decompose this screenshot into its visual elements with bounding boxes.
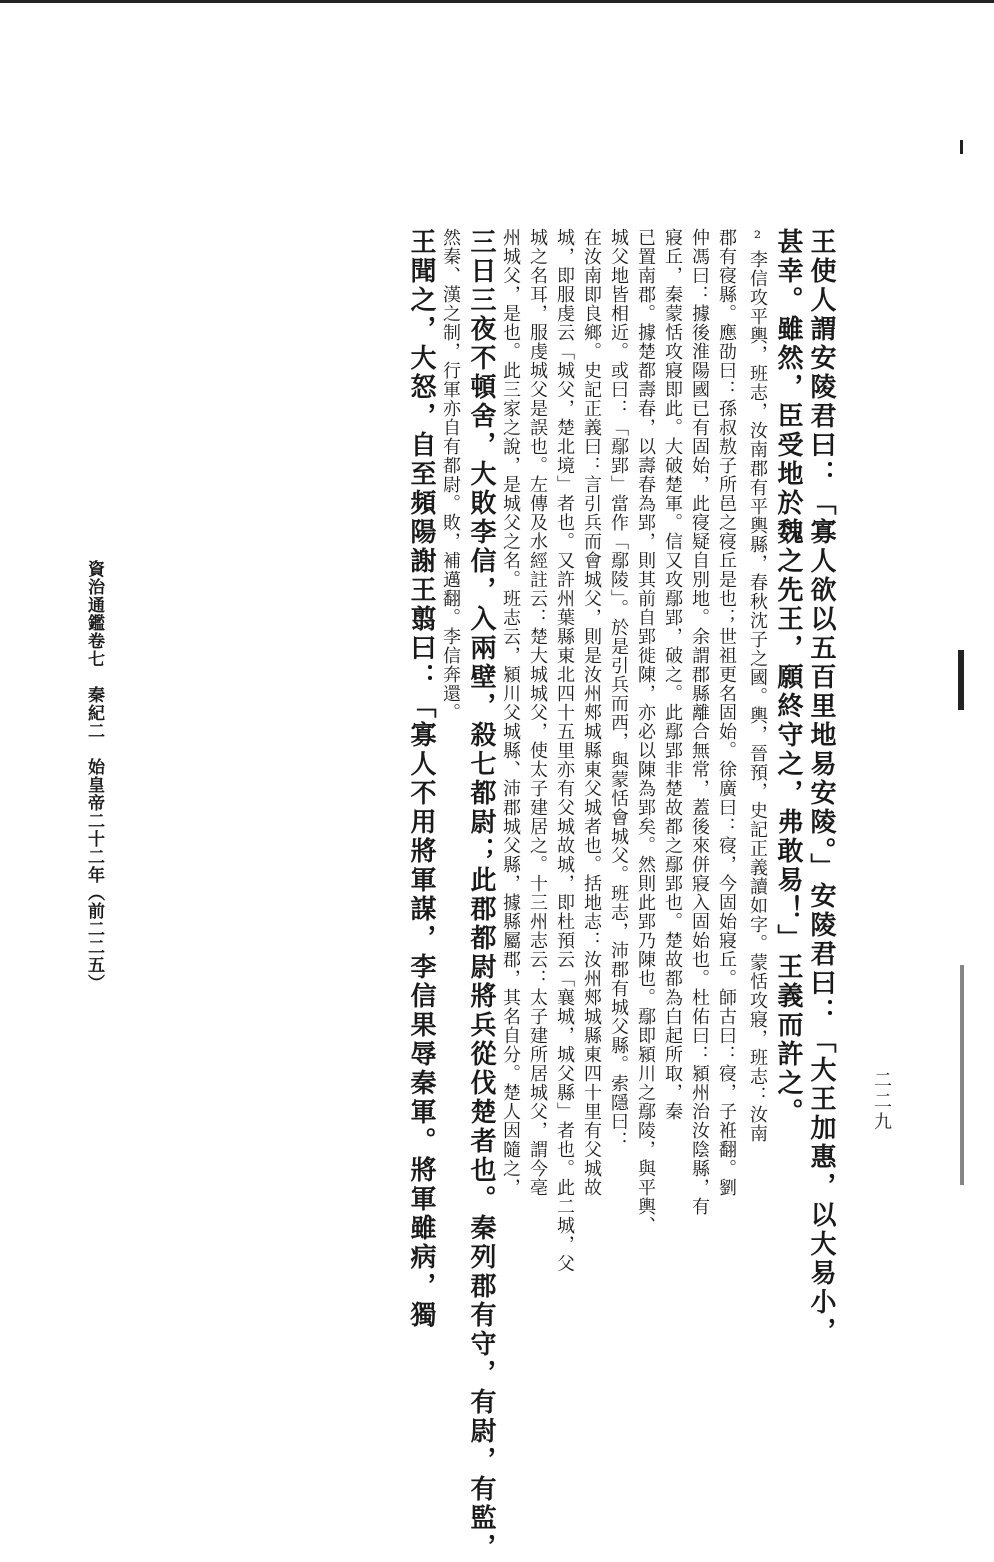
page-number: 二二九 (871, 1070, 892, 1133)
top-border-line (0, 0, 994, 3)
text-column-5: 仲馮曰：據後淮陽國已有固始，此寑疑自別地。余謂郡縣離合無常，蓋後來併寢入固始也。杜佑曰：潁州治汝陰縣，有 (689, 228, 710, 1216)
text-column-13: 三日三夜不頓舍，大敗李信，入兩壁，殺七都尉；此郡都尉將兵從伐楚者也。秦列郡有守，有尉，有監， (466, 228, 496, 1562)
scan-mark-top (960, 140, 963, 154)
running-footer: 資治通鑑卷七 秦紀二 始皇帝二十二年（前二二五） (84, 560, 104, 992)
scan-mark-lower (960, 965, 964, 1185)
text-column-4: 郡有寑縣。應劭曰：孫叔敖子所邑之寑丘是也；世祖更名固始。徐廣曰：寑，今固始寢丘。師古曰：寑，子袵翻。劉 (716, 228, 737, 1197)
text-column-6: 寢丘，秦蒙恬攻寢即此。大破楚軍。信又攻鄢郢，破之。此鄢郢非楚故都之鄢郢也。楚故都為白起所取，秦 (662, 228, 683, 1121)
text-column-15: 王聞之，大怒，自至頻陽謝王翦曰：「寡人不用將軍謀，李信果辱秦軍。將軍雖病，獨 (406, 228, 436, 1330)
text-column-2: 甚幸。雖然，臣受地於魏之先王，願終守之，弗敢易！」王義而許之。 (773, 228, 803, 1127)
vertical-text-body (95, 228, 837, 1562)
text-column-14: 然秦、漢之制，行軍亦自有都尉。敗，補邁翻。李信奔還。 (440, 228, 461, 722)
text-column-3: ²李信攻平輿，班志，汝南郡有平輿縣，春秋沈子之國。輿，晉預，史記正義讀如字。蒙恬攻寢，班志：汝南 (747, 228, 768, 1143)
text-column-8: 城父地皆相近。或曰：「鄢郢」當作「鄢陵」。於是引兵而西，與蒙恬會城父。班志，沛郡有城父縣。索隱曰： (608, 228, 629, 1150)
scan-mark-middle (958, 650, 964, 710)
text-column-9: 在汝南即良鄉。史記正義曰：言引兵而會城父，則是汝州郟城縣東父城者也。括地志：汝州郟城縣東四十里有父城故 (581, 228, 602, 1197)
text-column-11: 城之名耳，服虔城父是誤也。左傳及水經註云：楚大城城父，使太子建居之。十三州志云：太子建所居城父，謂今亳 (527, 228, 548, 1197)
text-column-1: 王使人謂安陵君曰：「寡人欲以五百里地易安陵。」安陵君曰：「大王加惠，以大易小， (806, 228, 836, 1346)
text-column-10: 城，即服虔云「城父，楚北境」者也。又許州葉縣東北四十五里亦有父城故城，即杜預云「襄城，城父縣」者也。此二城，父 (554, 228, 575, 1273)
text-column-12: 州城父，是也。此三家之說，是城父之名。班志云，潁川父城縣、沛郡城父縣，據縣屬郡，其名自分。楚人因隨之， (500, 228, 521, 1197)
text-column-7: 已置南郡。據楚都壽春，以壽春為郢，則其前自郢徙陳，亦必以陳為郢矣。然則此郢乃陳也。鄢即潁川之鄢陵，與平輿、 (635, 228, 656, 1235)
